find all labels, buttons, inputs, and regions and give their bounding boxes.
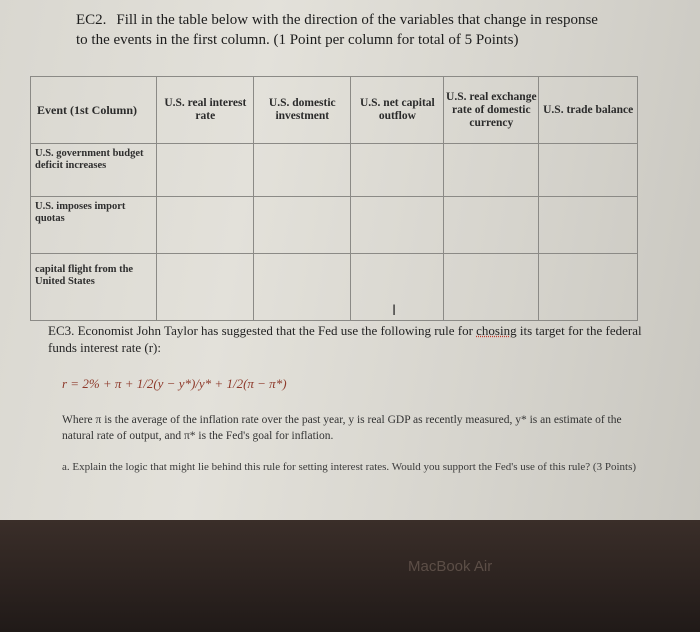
header-domestic-investment: U.S. domestic investment: [254, 77, 351, 144]
table-row: [31, 144, 638, 197]
answer-cell[interactable]: [157, 144, 254, 197]
header-real-interest-rate: U.S. real interest rate: [157, 77, 254, 144]
taylor-rule-formula: r = 2% + π + 1/2(y − y*)/y* + 1/2(π − π*): [62, 376, 287, 391]
answer-cell[interactable]: [539, 144, 638, 197]
question-a: a. Explain the logic that might lie behind this rule for setting interest rates. Would you support the Fed's use of this rule? (3 Points): [62, 461, 637, 473]
event-cell: U.S. imposes import quotas: [31, 197, 157, 254]
table-header-row: [31, 77, 638, 144]
event-cell: capital flight from the United States: [31, 254, 157, 321]
event-cell: U.S. government budget deficit increases: [31, 144, 157, 197]
header-trade-balance: U.S. trade balance: [539, 77, 638, 144]
answer-cell[interactable]: [444, 197, 539, 254]
laptop-bezel: [0, 520, 700, 632]
ec3-text-end: its target for the federal funds interest rate (r):: [48, 323, 642, 355]
ec3-text-start: EC3. Economist John Taylor has suggested that the Fed use the following rule for: [48, 323, 477, 338]
ec2-line1: Fill in the table below with the direction of the variables that change in response: [116, 12, 598, 28]
answer-cell[interactable]: [254, 197, 351, 254]
answer-cell[interactable]: [254, 254, 351, 321]
header-event: Event (1st Column): [31, 77, 157, 144]
events-table: [30, 76, 638, 321]
table-row: [31, 197, 638, 254]
answer-cell[interactable]: [254, 144, 351, 197]
answer-cell[interactable]: [539, 197, 638, 254]
answer-cell[interactable]: [444, 254, 539, 321]
ec3-misspelled-word: chosing: [476, 323, 517, 338]
answer-cell[interactable]: [351, 197, 444, 254]
header-real-exchange-rate: U.S. real exchange rate of domestic currency: [444, 77, 539, 144]
answer-cell[interactable]: [351, 144, 444, 197]
answer-cell[interactable]: [444, 144, 539, 197]
laptop-brand-label: MacBook Air: [408, 558, 493, 575]
ec2-heading: [76, 10, 676, 50]
table-row: [31, 254, 638, 321]
ec2-line2: to the events in the first column. (1 Point per column for total of 5 Points): [76, 32, 519, 48]
ec2-number: EC2.: [76, 12, 107, 28]
text-cursor-icon: I: [392, 303, 397, 319]
answer-cell[interactable]: [351, 254, 444, 321]
header-net-capital-outflow: U.S. net capital outflow: [351, 77, 444, 144]
variable-definitions: Where π is the average of the inflation rate over the past year, y is real GDP as recently measured, y* is an estimate of the natural rate of output, and π* is the Fed's goal for inflation.: [62, 414, 622, 442]
answer-cell[interactable]: [157, 197, 254, 254]
answer-cell[interactable]: [157, 254, 254, 321]
answer-cell[interactable]: [539, 254, 638, 321]
ec3-prompt: [48, 322, 648, 356]
